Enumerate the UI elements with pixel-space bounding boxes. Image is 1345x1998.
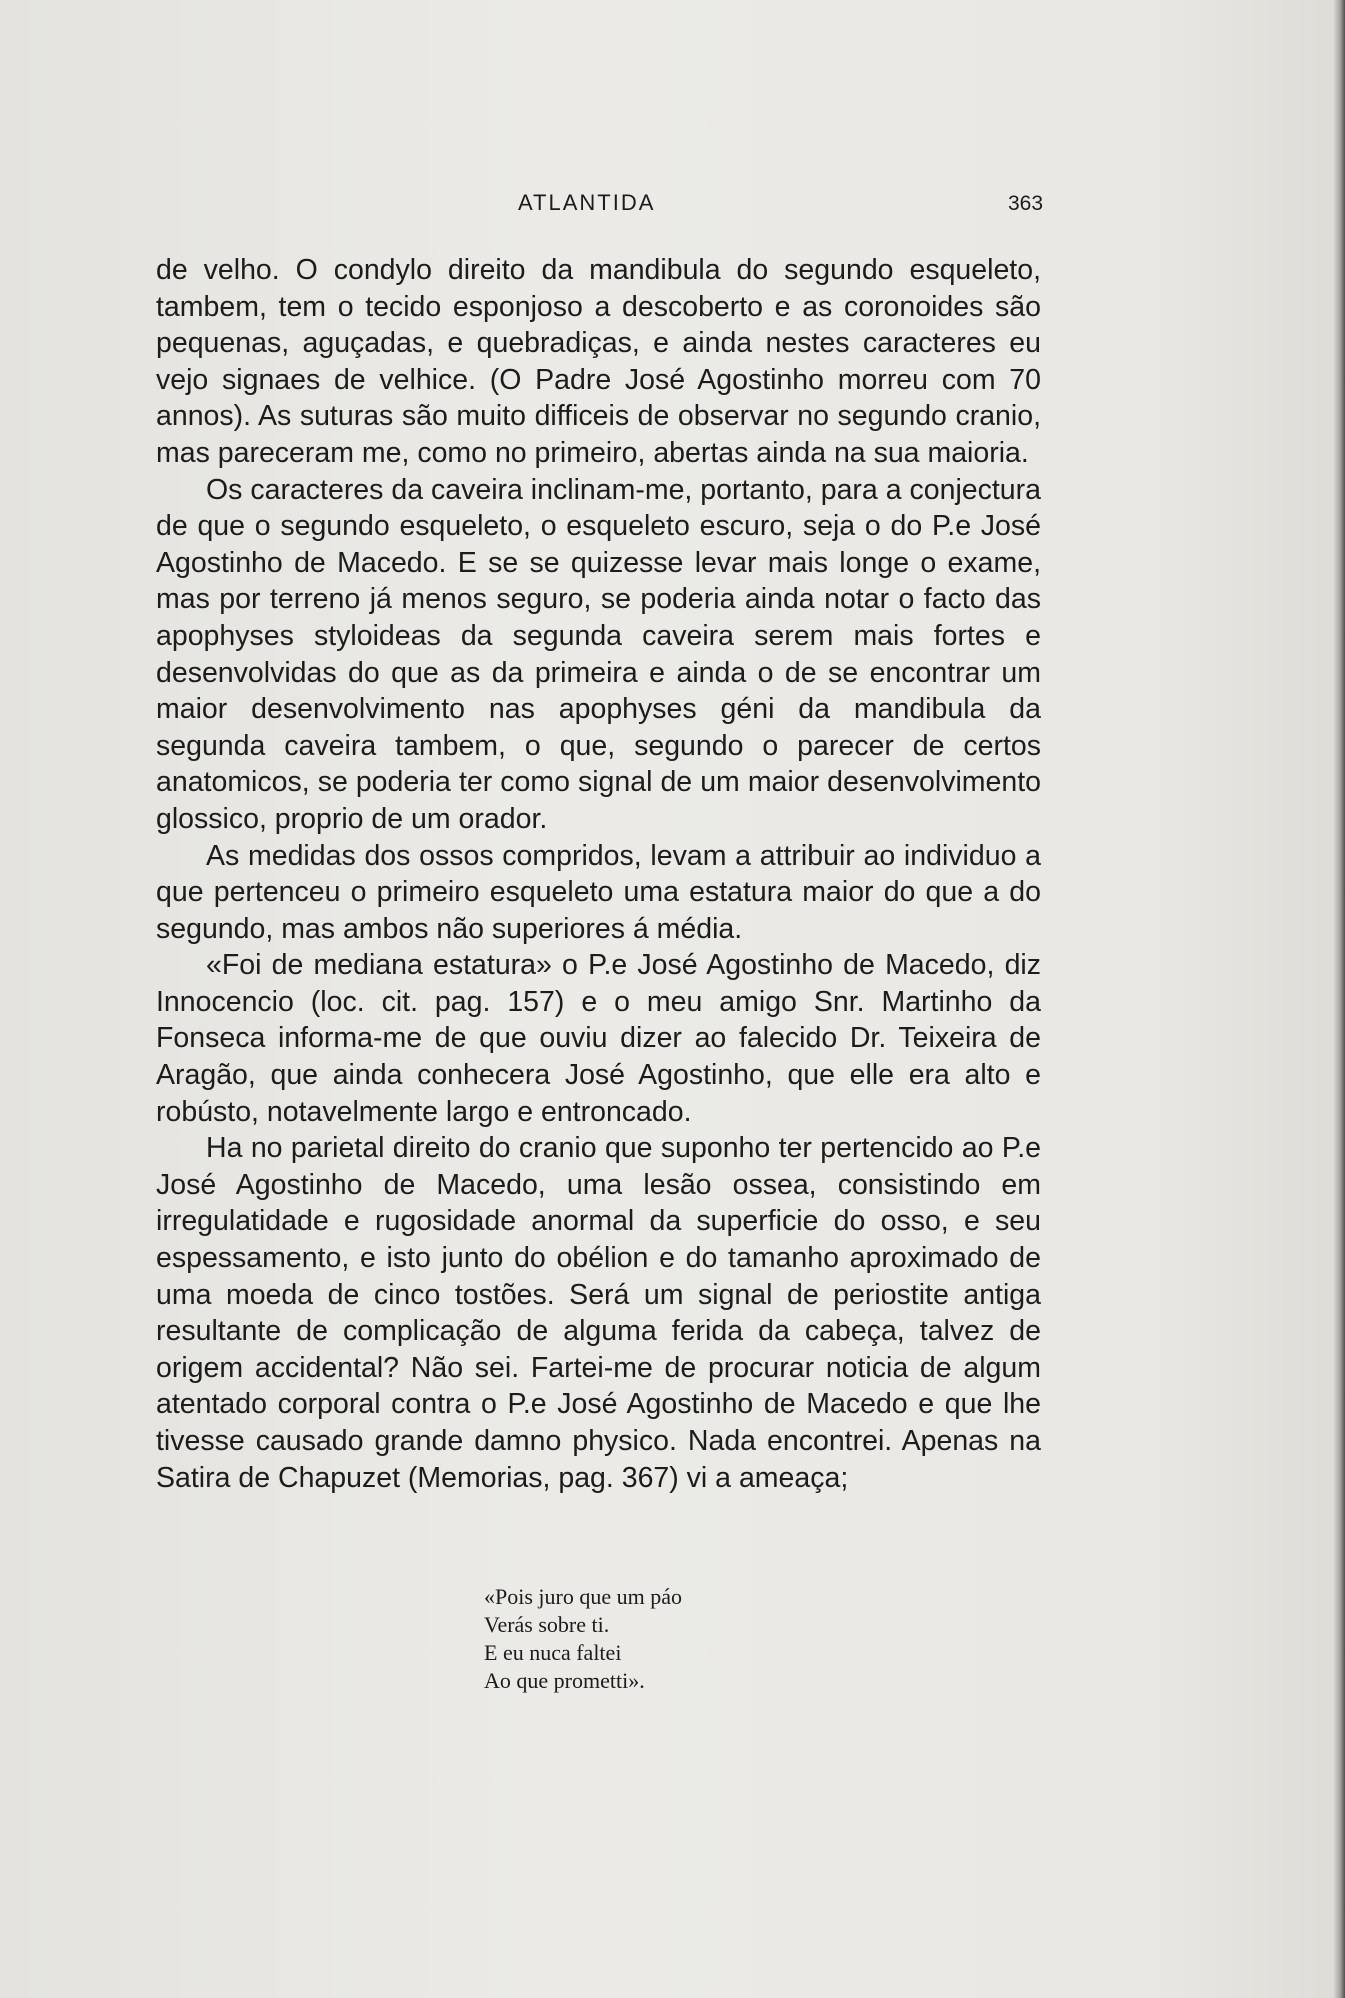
body-text — [156, 252, 1041, 1496]
verse-line: Verás sobre ti. — [484, 1612, 610, 1637]
paragraph-5: Ha no parietal direito do cranio que suponho ter pertencido ao P.e José Agostinho de Macedo, uma lesão ossea, consistindo em irregulatidade e rugosidade anormal da superficie do osso, e seu espessamento, e isto junto do obélion e do tamanho aproximado de uma moeda de cinco tostões. Será um signal de periostite antiga resultante de complicação de alguma ferida da cabeça, talvez de origem accidental? Não sei. Fartei-me de procurar noticia de algum atentado corporal contra o P.e José Agostinho de Macedo e que lhe tivesse causado grande damno physico. Nada encontrei. Apenas na Satira de Chapuzet (Memorias, pag. 367) vi a ameaça; — [156, 1132, 1041, 1494]
paragraph-4: «Foi de mediana estatura» o P.e José Agostinho de Macedo, diz Innocencio (loc. cit. pag. 157) e o meu amigo Snr. Martinho da Fonseca informa-me de que ouviu dizer ao falecido Dr. Teixeira de Aragão, que ainda conhecera José Agostinho, que elle era alto e robústo, notavelmente largo e entroncado. — [156, 949, 1041, 1128]
verse-quote — [484, 1583, 682, 1695]
paragraph-2: Os caracteres da caveira inclinam-me, portanto, para a conjectura de que o segundo esqueleto, o esqueleto escuro, seja o do P.e José Agostinho de Macedo. E se se quizesse levar mais longe o exame, mas por terreno já menos seguro, se poderia ainda notar o facto das apophyses styloideas da segunda caveira serem mais fortes e desenvolvidas do que as da primeira e ainda o de se encontrar um maior desenvolvimento nas apophyses géni da mandibula da segunda caveira tambem, o que, segundo o parecer de certos anatomicos, se poderia ter como signal de um maior desenvolvimento glossico, proprio de um orador. — [156, 473, 1041, 835]
running-title: ATLANTIDA — [518, 190, 656, 215]
verse-line: Ao que prometti». — [484, 1668, 645, 1693]
page-number: 363 — [1008, 192, 1044, 215]
paragraph-3: As medidas dos ossos compridos, levam a attribuir ao individuo a que pertenceu o primeiro esqueleto uma estatura maior do que a do segundo, mas ambos não superiores á média. — [156, 839, 1041, 945]
verse-line: E eu nuca faltei — [484, 1640, 622, 1665]
verse-line: «Pois juro que um páo — [484, 1584, 682, 1609]
page-edge-shadow — [1333, 0, 1345, 1998]
paragraph-1: de velho. O condylo direito da mandibula do segundo esqueleto, tambem, tem o tecido esponjoso a descoberto e as coronoides são pequenas, aguçadas, e quebradiças, e ainda nestes caracteres eu vejo signaes de velhice. (O Padre José Agostinho morreu com 70 annos). As suturas são muito difficeis de observar no segundo cranio, mas pareceram me, como no primeiro, abertas ainda na sua maioria. — [156, 254, 1041, 469]
